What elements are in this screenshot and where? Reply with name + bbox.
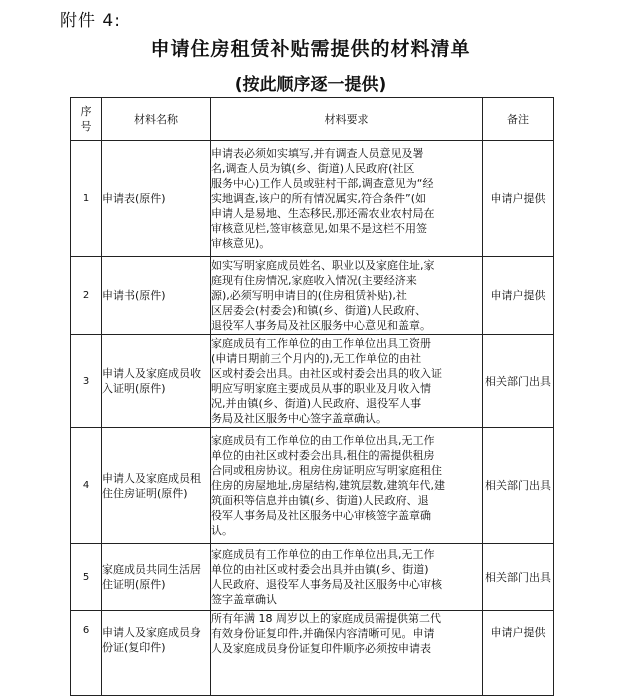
column-header-name: 材料名称 (102, 98, 211, 141)
requirement-line: 明应写明家庭主要成员从事的职业及月收入情 (211, 382, 431, 395)
requirement-line: 人民政府、退役军人事务局及社区服务中心审核 (211, 578, 442, 591)
material-name: 申请表(原件) (102, 141, 211, 257)
requirement-line: 源),必须写明申请目的(住房租赁补贴),社 (211, 289, 407, 302)
column-header-note: 备注 (483, 98, 554, 141)
requirement-line: 况,并由镇(乡、街道)人民政府、退役军人事 (211, 397, 422, 410)
table-row (71, 544, 554, 611)
requirement-line: 所有年满 18 周岁以上的家庭成员需提供第二代 (211, 612, 441, 625)
requirement-line: 住房的房屋地址,房屋结构,建筑层数,建筑年代,建 (211, 479, 445, 492)
requirement-line: 区居委会(村委会)和镇(乡、街道)人民政府、 (211, 304, 427, 317)
requirement-line: 申请人是易地、生态移民,那还需农业农村局在 (211, 207, 435, 220)
requirement-line: (申请日期前三个月内的),无工作单位的由社 (211, 352, 422, 365)
material-note: 申请户提供 (483, 141, 554, 257)
column-header-number (71, 98, 102, 141)
requirement-line: 有效身份证复印件,并确保内容清晰可见。申请 (211, 627, 435, 640)
requirement-line: 家庭成员有工作单位的由工作单位出具工资册 (211, 337, 431, 350)
requirement-line: 区或村委会出具。由社区或村委会出具的收入证 (211, 367, 442, 380)
row-number: 5 (71, 544, 102, 611)
requirement-line: 务局及社区服务中心签字盖章确认。 (211, 412, 387, 425)
requirement-line: 名,调查人员为镇(乡、街道)人民政府(社区 (211, 162, 415, 175)
material-name: 申请人及家庭成员身份证(复印件) (102, 611, 211, 696)
row-number: 4 (71, 428, 102, 544)
material-note: 相关部门出具 (483, 428, 554, 544)
requirement-line: 家庭成员有工作单位的由工作单位出具,无工作 (211, 434, 435, 447)
material-name: 家庭成员共同生活居住证明(原件) (102, 544, 211, 611)
table-row (71, 141, 554, 257)
table-row (71, 335, 554, 428)
row-number: 6 (71, 611, 102, 696)
material-note: 相关部门出具 (483, 544, 554, 611)
document-subtitle: (按此顺序逐一提供) (234, 75, 387, 95)
requirement-line: 认。 (211, 524, 233, 537)
requirement-line: 筑面积等信息并由镇(乡、街道)人民政府、退 (211, 494, 429, 507)
attachment-label: 附件 4: (60, 11, 121, 31)
material-requirement (211, 335, 483, 428)
material-requirement (211, 428, 483, 544)
requirement-line: 庭现有住房情况,家庭收入情况(主要经济来 (211, 274, 417, 287)
material-name: 申请人及家庭成员收入证明(原件) (102, 335, 211, 428)
requirement-line: 退役军人事务局及社区服务中心意见和盖章。 (211, 319, 431, 332)
material-requirement (211, 544, 483, 611)
table-row (71, 611, 554, 696)
material-name: 申请人及家庭成员租住住房证明(原件) (102, 428, 211, 544)
table-header-row (71, 98, 554, 141)
requirement-line: 实地调查,该户的所有情况属实,符合条件”(如 (211, 192, 426, 205)
row-number: 1 (71, 141, 102, 257)
materials-table (70, 97, 554, 696)
column-header-number-line1: 序 (80, 105, 92, 118)
table-row (71, 257, 554, 335)
requirement-line: 单位的由社区或村委会出具并由镇(乡、街道) (211, 563, 429, 576)
requirement-line: 如实写明家庭成员姓名、职业以及家庭住址,家 (211, 259, 435, 272)
document-title: 申请住房租赁补贴需提供的材料清单 (150, 38, 471, 60)
material-note: 相关部门出具 (483, 335, 554, 428)
requirement-line: 人及家庭成员身份证复印件顺序必须按申请表 (211, 642, 431, 655)
material-name: 申请书(原件) (102, 257, 211, 335)
requirement-line: 服务中心)工作人员或驻村干部,调查意见为“经 (211, 177, 434, 190)
material-requirement (211, 257, 483, 335)
column-header-number-line2: 号 (80, 120, 92, 133)
row-number: 2 (71, 257, 102, 335)
table-row (71, 428, 554, 544)
column-header-requirement: 材料要求 (211, 98, 483, 141)
row-number: 3 (71, 335, 102, 428)
requirement-line: 签字盖章确认 (211, 593, 277, 606)
material-requirement (211, 141, 483, 257)
requirement-line: 合同或租房协议。租房住房证明应写明家庭租住 (211, 464, 442, 477)
material-note: 申请户提供 (483, 611, 554, 696)
material-requirement (211, 611, 483, 696)
requirement-line: 申请表必须如实填写,并有调查人员意见及署 (211, 147, 424, 160)
requirement-line: 审核意见)。 (211, 237, 271, 250)
requirement-line: 单位的由社区或村委会出具,租住的需提供租房 (211, 449, 435, 462)
requirement-line: 役军人事务局及社区服务中心审核签字盖章确 (211, 509, 431, 522)
material-note: 申请户提供 (483, 257, 554, 335)
requirement-line: 审核意见栏,签审核意见,如果不是这栏不用签 (211, 222, 427, 235)
requirement-line: 家庭成员有工作单位的由工作单位出具,无工作 (211, 548, 435, 561)
